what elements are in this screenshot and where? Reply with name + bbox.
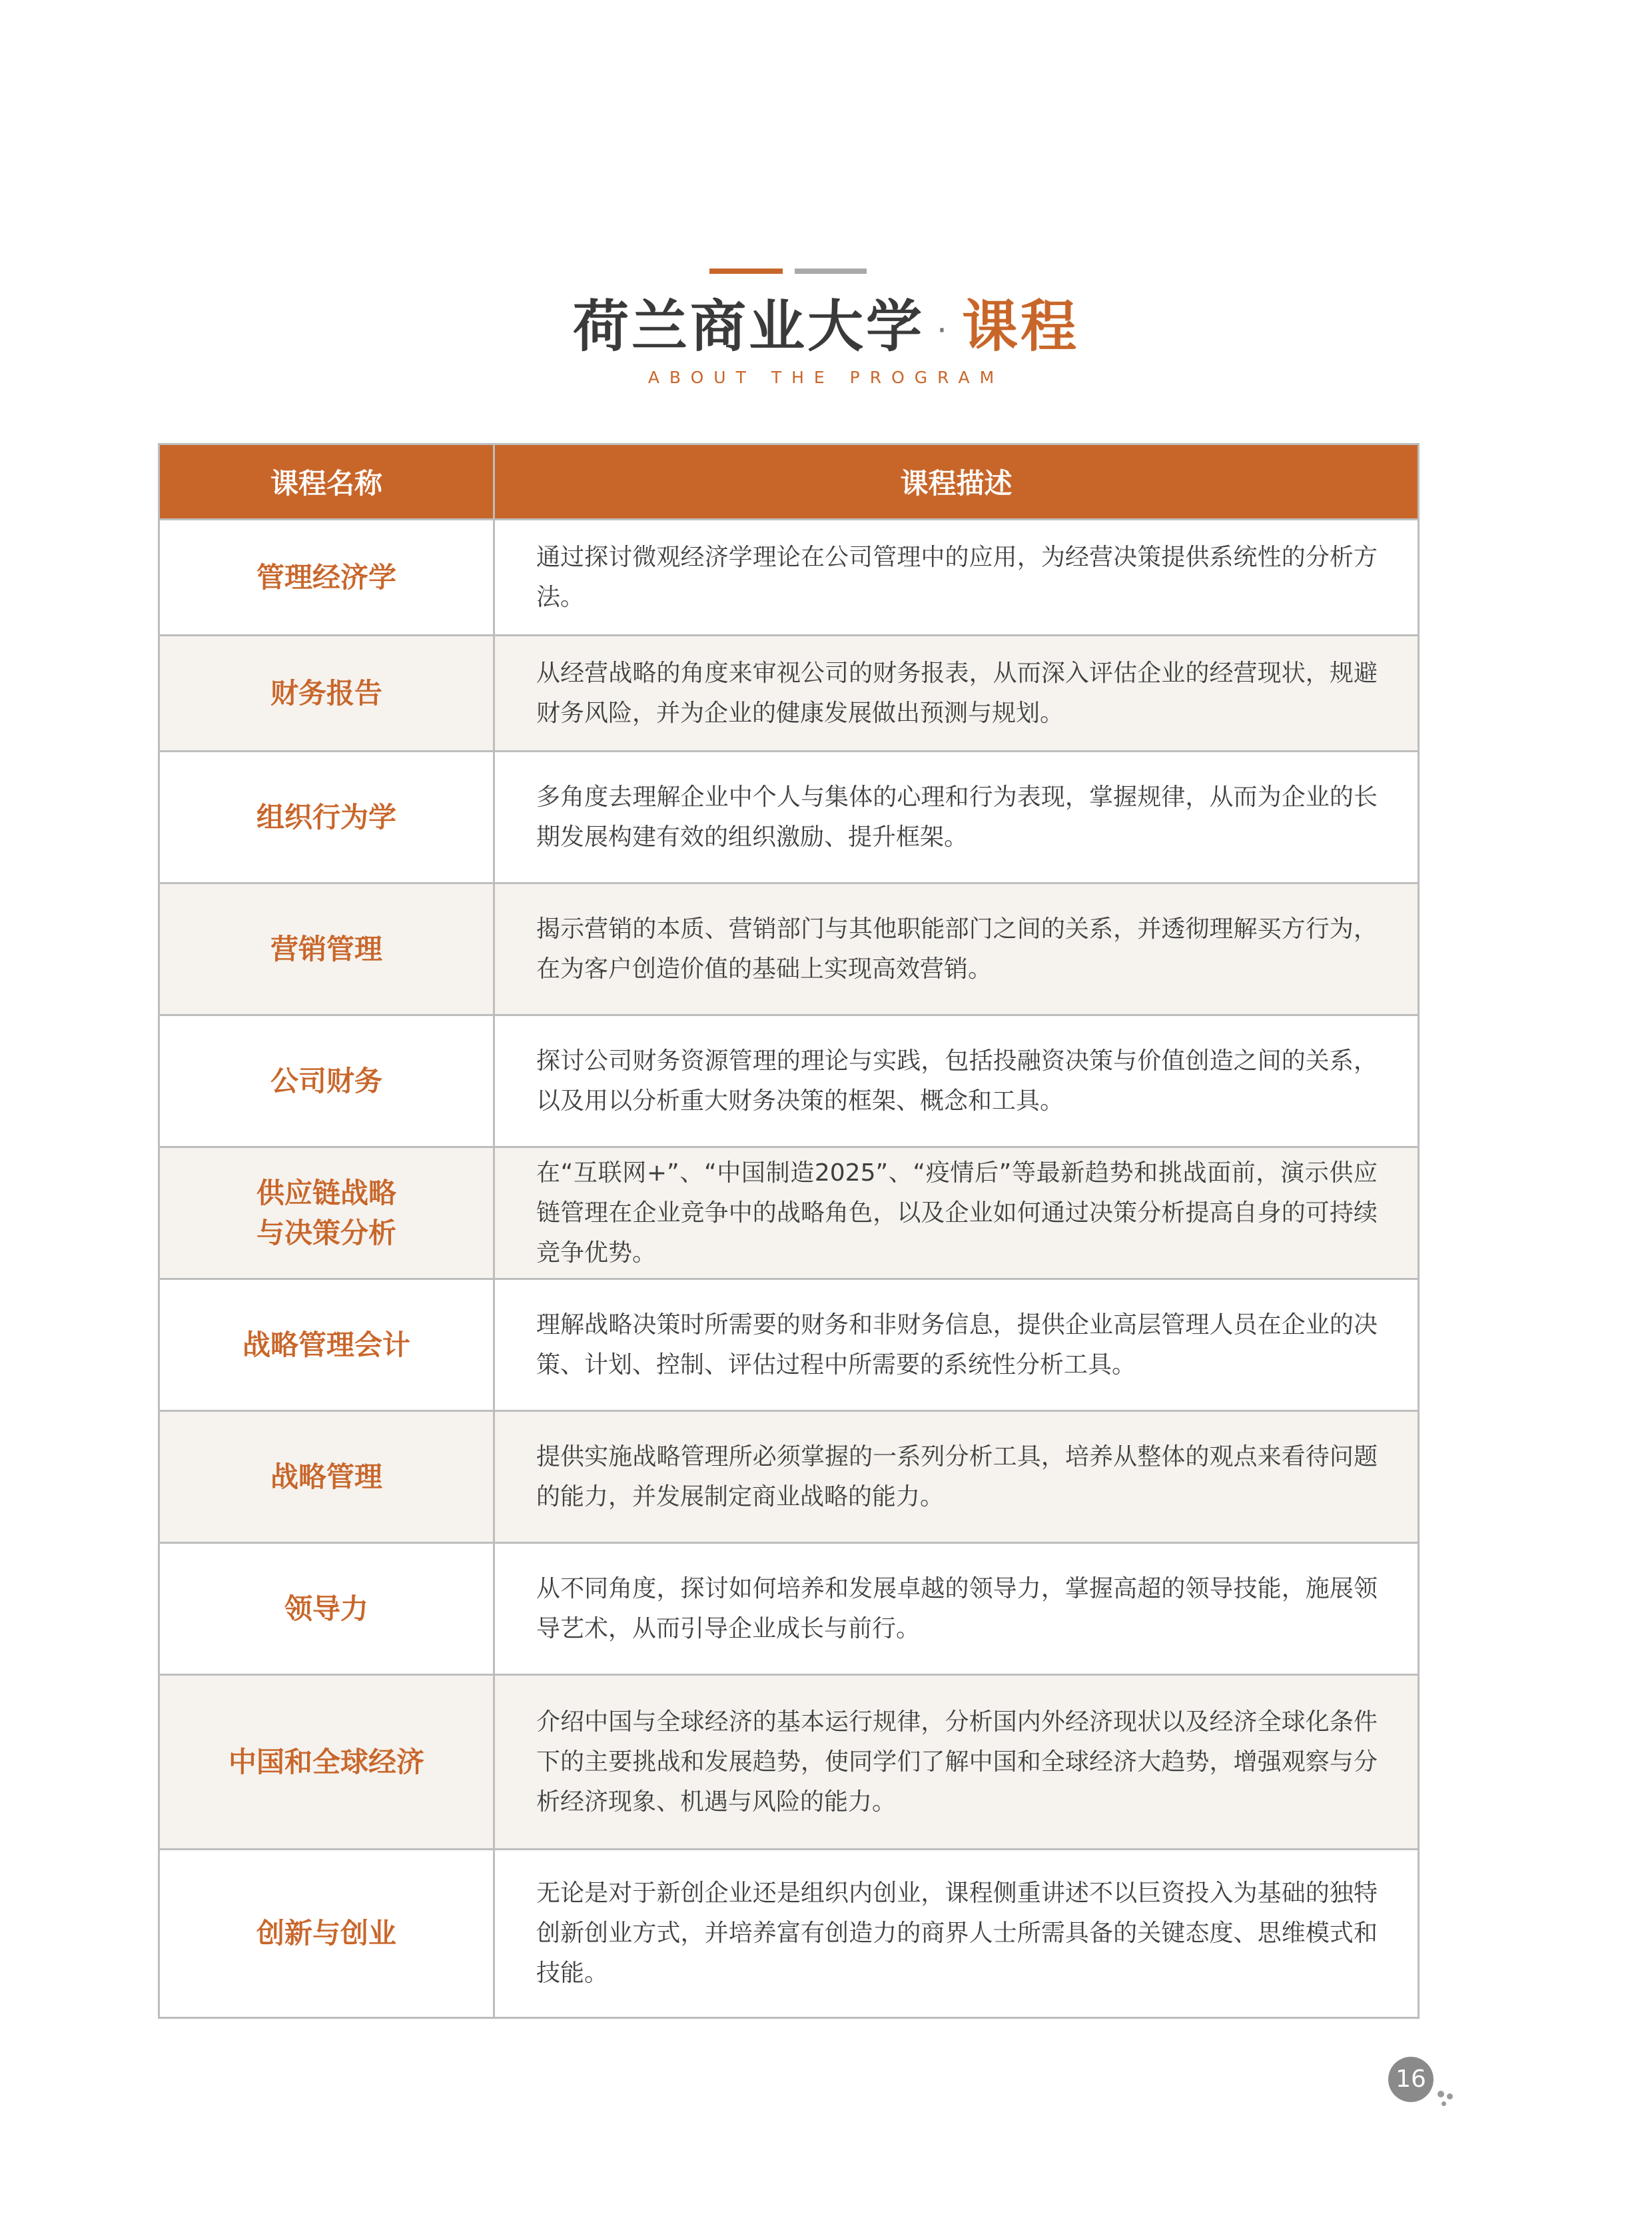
course-name: 财务报告 [159,636,494,752]
course-description: 无论是对于新创企业还是组织内创业，课程侧重讲述不以巨资投入为基础的独特创新创业方式，并培养富有创造力的商界人士所需具备的关键态度、思维模式和技能。 [494,1850,1419,2018]
course-description: 从经营战略的角度来审视公司的财务报表，从而深入评估企业的经营现状，规避财务风险，并为企业的健康发展做出预测与规划。 [494,636,1419,752]
decoration-line-orange [709,269,783,274]
page-number: 16 [1388,2057,1434,2102]
table-row [159,1147,1419,1279]
course-name: 创新与创业 [159,1850,494,2018]
table-row [159,1015,1419,1147]
table-row [159,1543,1419,1675]
column-header-description: 课程描述 [494,444,1419,520]
table-row [159,1279,1419,1411]
course-description: 提供实施战略管理所必须掌握的一系列分析工具，培养从整体的观点来看待问题的能力，并发展制定商业战略的能力。 [494,1411,1419,1543]
course-description: 理解战略决策时所需要的财务和非财务信息，提供企业高层管理人员在企业的决策、计划、控制、评估过程中所需要的系统性分析工具。 [494,1279,1419,1411]
course-description: 从不同角度，探讨如何培养和发展卓越的领导力，掌握高超的领导技能，施展领导艺术，从而引导企业成长与前行。 [494,1543,1419,1675]
title-decoration [709,269,869,274]
page-number-dot [1447,2093,1453,2099]
table-row [159,1675,1419,1850]
course-description: 揭示营销的本质、营销部门与其他职能部门之间的关系，并透彻理解买方行为，在为客户创造价值的基础上实现高效营销。 [494,883,1419,1015]
title-accent: 课程 [961,294,1079,359]
course-name: 公司财务 [159,1015,494,1147]
course-description: 多角度去理解企业中个人与集体的心理和行为表现，掌握规律，从而为企业的长期发展构建有效的组织激励、提升框架。 [494,752,1419,883]
course-description: 在“互联网+”、“中国制造2025”、“疫情后”等最新趋势和挑战面前，演示供应链管理在企业竞争中的战略角色，以及企业如何通过决策分析提高自身的可持续竞争优势。 [494,1147,1419,1279]
title-main: 荷兰商业大学 [573,294,925,359]
decoration-line-gray [795,269,867,274]
course-name: 管理经济学 [159,520,494,636]
course-table [158,443,1420,2019]
course-name: 中国和全球经济 [159,1675,494,1850]
course-description: 介绍中国与全球经济的基本运行规律，分析国内外经济现状以及经济全球化条件下的主要挑战和发展趋势，使同学们了解中国和全球经济大趋势，增强观察与分析经济现象、机遇与风险的能力。 [494,1675,1419,1850]
course-description: 通过探讨微观经济学理论在公司管理中的应用，为经营决策提供系统性的分析方法。 [494,520,1419,636]
table-row [159,636,1419,752]
page-subtitle: ABOUT THE PROGRAM [647,368,1005,387]
course-name: 领导力 [159,1543,494,1675]
table-row [159,520,1419,636]
table-header-row [159,444,1419,520]
column-header-name: 课程名称 [159,444,494,520]
course-name: 供应链战略 与决策分析 [159,1147,494,1279]
title-separator: · [937,311,950,350]
page-number-dot [1438,2091,1444,2097]
table-row [159,1411,1419,1543]
table-row [159,752,1419,883]
course-name: 战略管理会计 [159,1279,494,1411]
page-number-dot [1442,2101,1446,2106]
course-name: 战略管理 [159,1411,494,1543]
course-name: 营销管理 [159,883,494,1015]
course-name: 组织行为学 [159,752,494,883]
table-row [159,883,1419,1015]
course-description: 探讨公司财务资源管理的理论与实践，包括投融资决策与价值创造之间的关系，以及用以分析重大财务决策的框架、概念和工具。 [494,1015,1419,1147]
table-row [159,1850,1419,2018]
page-title [0,293,1652,364]
